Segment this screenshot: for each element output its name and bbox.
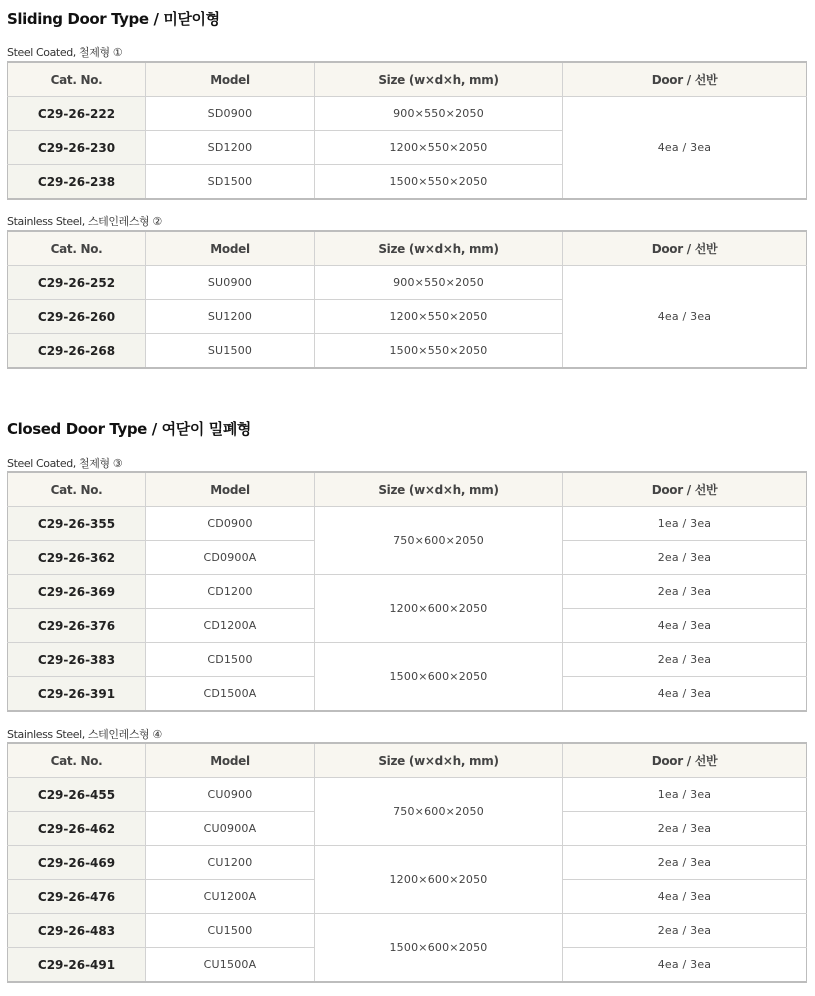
model-cell: CU1500A: [146, 948, 315, 983]
header-model: Model: [146, 62, 315, 97]
cat-no-cell: C29-26-362: [8, 541, 146, 575]
model-cell: CU1500: [146, 914, 315, 948]
size-cell: 750×600×2050: [315, 507, 563, 575]
table-row: [8, 266, 807, 300]
table-row: [8, 846, 807, 880]
model-cell: CD0900A: [146, 541, 315, 575]
door-cell: 4ea / 3ea: [563, 948, 807, 983]
model-cell: SU0900: [146, 266, 315, 300]
table-row: [8, 778, 807, 812]
cat-no-cell: C29-26-222: [8, 97, 146, 131]
cat-no-cell: C29-26-252: [8, 266, 146, 300]
model-cell: SD0900: [146, 97, 315, 131]
table-row: [8, 643, 807, 677]
cat-no-cell: C29-26-230: [8, 131, 146, 165]
cat-no-cell: C29-26-260: [8, 300, 146, 334]
cat-no-cell: C29-26-268: [8, 334, 146, 369]
sliding-steel-table: [7, 61, 807, 200]
size-cell: 900×550×2050: [315, 97, 563, 131]
model-cell: SD1200: [146, 131, 315, 165]
cat-no-cell: C29-26-483: [8, 914, 146, 948]
sliding-stainless-table: [7, 230, 807, 369]
door-cell: 1ea / 3ea: [563, 507, 807, 541]
size-cell: 900×550×2050: [315, 266, 563, 300]
cat-no-cell: C29-26-355: [8, 507, 146, 541]
door-cell: 2ea / 3ea: [563, 914, 807, 948]
table-row: [8, 97, 807, 131]
table-row: [8, 507, 807, 541]
header-door: Door / 선반: [563, 743, 807, 778]
door-cell: 2ea / 3ea: [563, 643, 807, 677]
table-row: [8, 914, 807, 948]
header-size: Size (w×d×h, mm): [315, 231, 563, 266]
model-cell: CD1500: [146, 643, 315, 677]
header-door: Door / 선반: [563, 231, 807, 266]
header-model: Model: [146, 472, 315, 507]
header-size: Size (w×d×h, mm): [315, 743, 563, 778]
model-cell: CD1500A: [146, 677, 315, 712]
closed-section-title: Closed Door Type / 여닫이 밀폐형: [7, 420, 252, 438]
door-cell: 2ea / 3ea: [563, 846, 807, 880]
cat-no-cell: C29-26-476: [8, 880, 146, 914]
door-cell: 4ea / 3ea: [563, 677, 807, 712]
door-cell: 1ea / 3ea: [563, 778, 807, 812]
table2-subtitle: Stainless Steel, 스테인레스형 ②: [7, 215, 162, 228]
model-cell: CU0900A: [146, 812, 315, 846]
table-header-row: [8, 62, 807, 97]
door-cell: 2ea / 3ea: [563, 541, 807, 575]
cat-no-cell: C29-26-462: [8, 812, 146, 846]
model-cell: SU1200: [146, 300, 315, 334]
door-cell: 4ea / 3ea: [563, 266, 807, 369]
header-door: Door / 선반: [563, 62, 807, 97]
header-cat-no: Cat. No.: [8, 472, 146, 507]
header-cat-no: Cat. No.: [8, 743, 146, 778]
closed-steel-table: [7, 471, 807, 712]
door-cell: 2ea / 3ea: [563, 812, 807, 846]
size-cell: 1200×600×2050: [315, 575, 563, 643]
model-cell: SD1500: [146, 165, 315, 200]
header-door: Door / 선반: [563, 472, 807, 507]
size-cell: 1200×550×2050: [315, 131, 563, 165]
closed-stainless-table: [7, 742, 807, 983]
door-cell: 4ea / 3ea: [563, 880, 807, 914]
size-cell: 1200×600×2050: [315, 846, 563, 914]
cat-no-cell: C29-26-376: [8, 609, 146, 643]
model-cell: CD1200A: [146, 609, 315, 643]
cat-no-cell: C29-26-391: [8, 677, 146, 712]
model-cell: CU0900: [146, 778, 315, 812]
table-row: [8, 575, 807, 609]
cat-no-cell: C29-26-238: [8, 165, 146, 200]
model-cell: CU1200A: [146, 880, 315, 914]
size-cell: 1500×550×2050: [315, 334, 563, 369]
table1-subtitle: Steel Coated, 철제형 ①: [7, 46, 123, 59]
size-cell: 1200×550×2050: [315, 300, 563, 334]
cat-no-cell: C29-26-469: [8, 846, 146, 880]
size-cell: 1500×550×2050: [315, 165, 563, 200]
door-cell: 2ea / 3ea: [563, 575, 807, 609]
table3-subtitle: Steel Coated, 철제형 ③: [7, 457, 123, 470]
cat-no-cell: C29-26-455: [8, 778, 146, 812]
size-cell: 1500×600×2050: [315, 643, 563, 712]
table-header-row: [8, 472, 807, 507]
model-cell: CD0900: [146, 507, 315, 541]
header-cat-no: Cat. No.: [8, 231, 146, 266]
size-cell: 750×600×2050: [315, 778, 563, 846]
model-cell: CD1200: [146, 575, 315, 609]
cat-no-cell: C29-26-369: [8, 575, 146, 609]
table-header-row: [8, 743, 807, 778]
cat-no-cell: C29-26-383: [8, 643, 146, 677]
door-cell: 4ea / 3ea: [563, 97, 807, 200]
header-model: Model: [146, 743, 315, 778]
table4-subtitle: Stainless Steel, 스테인레스형 ④: [7, 728, 162, 741]
model-cell: CU1200: [146, 846, 315, 880]
header-model: Model: [146, 231, 315, 266]
header-cat-no: Cat. No.: [8, 62, 146, 97]
model-cell: SU1500: [146, 334, 315, 369]
sliding-section-title: Sliding Door Type / 미닫이형: [7, 10, 220, 28]
size-cell: 1500×600×2050: [315, 914, 563, 983]
header-size: Size (w×d×h, mm): [315, 472, 563, 507]
door-cell: 4ea / 3ea: [563, 609, 807, 643]
header-size: Size (w×d×h, mm): [315, 62, 563, 97]
table-header-row: [8, 231, 807, 266]
cat-no-cell: C29-26-491: [8, 948, 146, 983]
